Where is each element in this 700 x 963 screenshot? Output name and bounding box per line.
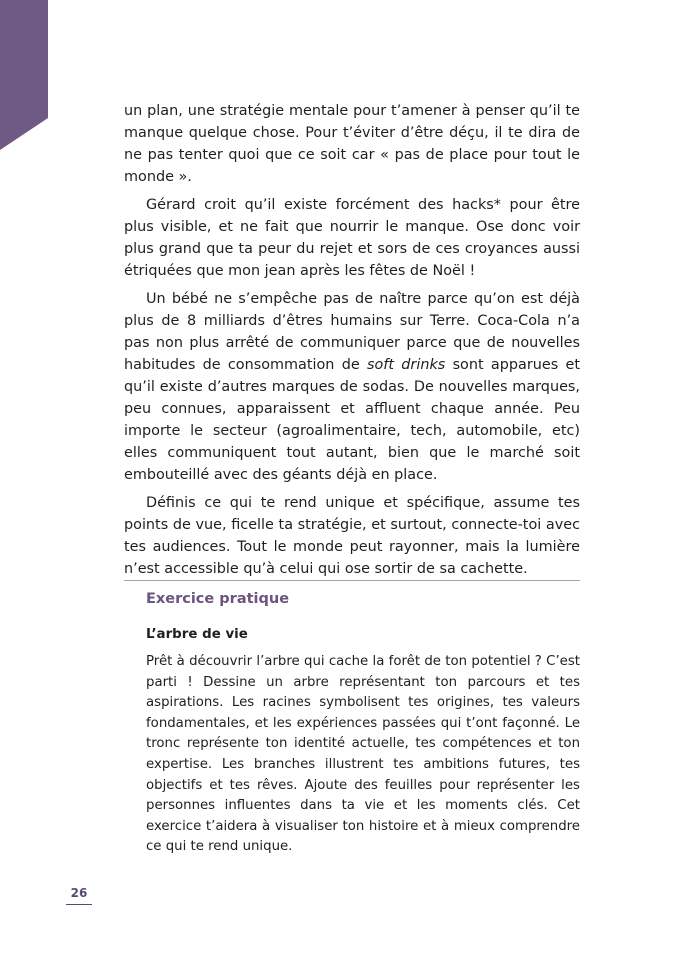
page-number: 26 xyxy=(66,882,92,905)
paragraph-2: Gérard croit qu’il existe forcément des hacks* pour être plus visible, et ne fait que nourrir le manque. Ose donc voir plus grand que ta peur du rejet et sors de ces croyances aussi étriquées que mon jean après les fêtes de Noël ! xyxy=(124,197,580,279)
exercise-subtitle: L’arbre de vie xyxy=(146,627,248,642)
section-divider xyxy=(124,580,580,581)
paragraph-3-end: sont apparues et qu’il existe d’autres marques de sodas. De nouvelles marques, peu connues, apparaissent et affluent chaque année. Peu importe le secteur (agroalimentaire, tech, automobile, etc) elles communiquent tout autant, bien que le marché soit embouteillé avec des géants déjà en place. xyxy=(124,357,580,483)
paragraph-4: Définis ce qui te rend unique et spécifique, assume tes points de vue, ficelle ta stratégie, et surtout, connecte-toi avec tes audiences. Tout le monde peut rayonner, mais la lumière n’est accessible qu’à celui qui ose sortir de sa cachette. xyxy=(124,495,580,577)
paragraph-1: un plan, une stratégie mentale pour t’amener à penser qu’il te manque quelque chose. Pour t’éviter d’être déçu, il te dira de ne pas tenter quoi que ce soit car « pas de place pour tout le monde ». xyxy=(124,103,580,185)
main-text xyxy=(124,100,580,586)
paragraph-3-start: Un bébé ne s’empêche pas de naître parce qu’on est déjà plus de 8 milliards d’êtres humains sur Terre. Coca-Cola n’a pas non plus arrêté de communiquer parce que de nouvelles habitudes de consommation de xyxy=(124,291,580,373)
exercise-title: Exercice pratique xyxy=(146,591,290,607)
paragraph-3 xyxy=(124,288,580,486)
exercise-box xyxy=(146,588,580,858)
corner-tab-decoration xyxy=(0,0,48,150)
emphasis-soft-drinks: soft drinks xyxy=(366,357,446,373)
exercise-text: Prêt à découvrir l’arbre qui cache la forêt de ton potentiel ? C’est parti ! Dessine un arbre représentant ton parcours et tes aspirations. Les racines symbolisent tes origines, tes valeurs fondamentales, et les expériences passées qui t’ont façonné. Le tronc représente ton identité actuelle, tes compétences et ton expertise. Les branches illustrent tes ambitions futures, tes objectifs et tes rêves. Ajoute des feuilles pour représenter les personnes influentes dans ta vie et les moments clés. Cet exercice t’aidera à visualiser ton histoire et à mieux comprendre ce qui te rend unique. xyxy=(146,654,580,855)
